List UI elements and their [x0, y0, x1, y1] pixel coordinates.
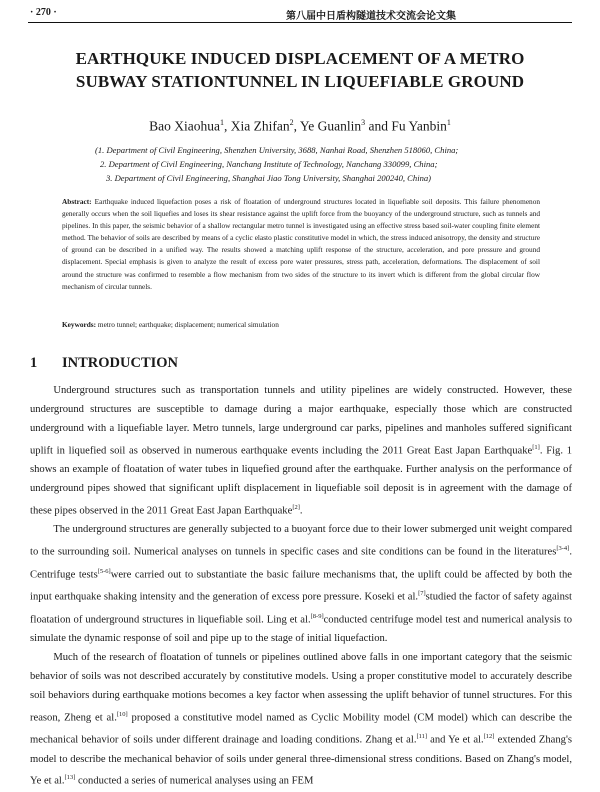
section-title: INTRODUCTION: [62, 355, 179, 371]
author-separator: and: [365, 118, 392, 134]
section-heading: [30, 355, 178, 372]
page-number: · 270 ·: [30, 7, 57, 18]
citation: [2]: [292, 503, 300, 511]
citation: [3-4]: [556, 545, 570, 553]
author: Ye Guanlin: [299, 118, 362, 134]
citation: [7]: [418, 590, 426, 598]
affiliation-2: 2. Department of Civil Engineering, Nanchang Institute of Technology, Nanchang 330099, China;: [100, 159, 438, 169]
affiliations: [95, 143, 575, 185]
text-run: and Ye et al.: [427, 734, 484, 746]
citation: [11]: [416, 733, 428, 741]
citation: [13]: [64, 774, 76, 782]
citation: [1]: [532, 443, 540, 451]
author-list: [30, 118, 570, 135]
citation: [5-6]: [97, 567, 111, 575]
paragraph-1: [30, 382, 572, 521]
author-affil-mark: 2: [289, 118, 294, 127]
title-line-2: SUBWAY STATIONTUNNEL IN LIQUEFIABLE GROUND: [75, 72, 525, 91]
text-run: Much of the research of floatation of tunnels or pipelines outlined above falls in one important category that the seismic behavior of soils was not described accurately by constitutive models. Using a proper constitutive model to accurately describe soil behaviors during earthquake motions becomes a key factor when assessing the uplift behavior of tunnel structures. For this reason, Zheng et al.: [30, 651, 572, 724]
title-line-1: EARTHQUKE INDUCED DISPLACEMENT OF A METRO: [75, 49, 525, 68]
text-run: extended Zhang's model to describe the mechanical behavior of soils under general three-dimensional stress conditions. Based on Zhang's model, Ye et al.: [30, 734, 573, 787]
author: Xia Zhifan: [230, 118, 290, 134]
affiliation-3: 3. Department of Civil Engineering, Shanghai Jiao Tong University, Shanghai 200240, China): [106, 173, 432, 183]
body-text: [30, 382, 572, 792]
running-header: [28, 6, 572, 23]
text-run: Underground structures such as transportation tunnels and utility pipelines are widely constructed. However, these underground structures are susceptible to damage during a major earthquake, especially those which are constructed underground with a liquefiable layer. Metro tunnels, large underground car parks, pipelines and manholes suffered significant uplift in liquefied soil as observed in numerous earthquake events including the 2011 Great East Japan Earthquake: [30, 385, 572, 457]
text-run: .: [299, 505, 303, 517]
abstract-label: Abstract:: [62, 197, 92, 206]
keywords: [62, 320, 540, 329]
citation: [8-9]: [310, 612, 324, 620]
author-affil-mark: 1: [446, 118, 451, 127]
text-run: . Fig. 1 shows an example of floatation of water tubes in liquefied ground after the earthquake. Further analysis on the performance of underground pipes showed that significant uplift displacement in liquefiable soil deposit is in agreement with the damage of these pipes observed in the 2011 Great East Japan Earthquake: [30, 445, 573, 517]
text-run: studied the factor of safety against floatation of underground structures in liquefiable soil. Ling et al.: [30, 591, 572, 626]
text-run: conducted centrifuge model test and numerical analysis to simulate the dynamic response of soil and pipe up to the stage of initial liquefaction.: [30, 614, 572, 645]
text-run: proposed a constitutive model named as Cyclic Mobility model (CM model) which can describe the mechanical behavior of soils under different drainage and loading conditions. Zhang et al.: [30, 712, 572, 746]
author-affil-mark: 3: [361, 118, 366, 127]
text-run: conducted a series of numerical analyses using an FEM: [75, 776, 314, 787]
citation: [10]: [116, 710, 128, 718]
paragraph-3: [30, 649, 572, 792]
conference-title: 第八届中日盾构隧道技术交流会论文集: [286, 11, 456, 22]
citation: [12]: [483, 733, 495, 741]
keywords-text: metro tunnel; earthquake; displacement; numerical simulation: [97, 320, 279, 329]
section-number: 1: [30, 355, 38, 371]
text-run: The underground structures are generally subjected to a buoyant force due to their lower submerged unit weight compared to the surrounding soil. Numerical analyses on tunnels in specific cases and site conditions can be found in the literatures: [30, 524, 572, 558]
affiliation-1: (1. Department of Civil Engineering, Shenzhen University, 3688, Nanhai Road, Shenzhen 518060, China;: [95, 145, 459, 155]
author: Bao Xiaohua: [149, 118, 220, 134]
abstract-text: Earthquake induced liquefaction poses a risk of floatation of underground structures located in liquefiable soil deposits. This failure phenomenon generally occurs when the soil liquefies and loses its shear resistance against the uplift force from the buoyancy of the underground structure, such as tunnels and pipelines. In this paper, the seismic behavior of a shallow rectangular metro tunnel is investigated using an effective stress based soil-water coupling finite element method. The behavior of soils are described by means of a cyclic elasto plastic constitutive model in which, the stress induced anisotropy, the density and structure of ground can be described in a unified way. The results showed a matching uplift response of the structure, acceleration, and pore pressure and ground displacement. Special emphasis is given to analyze the result of excess pore water pressures, stress path, acceleration, deformations. The displacement of soil around the structure was confirmed to resemble a flow mechanism from two sides of the structure to its invert which is different from the global circular flow mechanism of circular tunnels.: [62, 197, 540, 291]
author-affil-mark: 1: [219, 118, 224, 127]
paragraph-2: [30, 521, 572, 649]
author-separator: ,: [293, 118, 300, 134]
text-run: . Centrifuge tests: [30, 546, 572, 581]
author: Fu Yanbin: [391, 118, 447, 134]
keywords-label: Keywords:: [62, 320, 97, 329]
abstract: [62, 196, 540, 293]
author-separator: ,: [223, 118, 231, 134]
text-run: were carried out to substantiate the basic failure mechanisms that, the uplift could be affected by both the input earthquake shaking intensity and the generation of excess pore pressure. Koseki et al.: [30, 569, 572, 603]
paper-title: [30, 47, 570, 93]
